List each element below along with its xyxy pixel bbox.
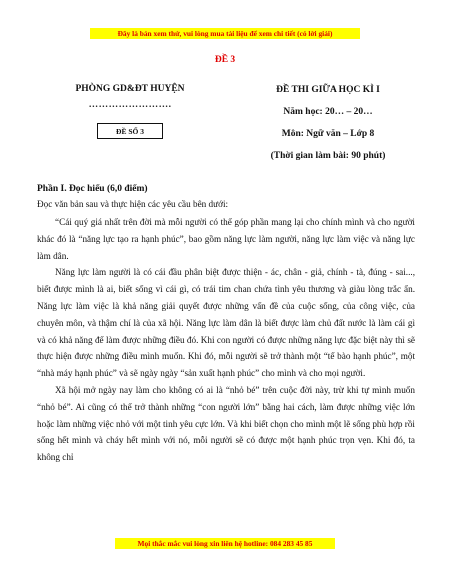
passage-paragraph-3: Xã hội mở ngày nay làm cho không có ai là “nhỏ bé” trên cuộc đời này, trừ khi tự mình muốn “nhỏ bé”. Ai cũng có thể trở thành những “con người lớn” bằng hai cách, làm được những việc lớn hoặc làm những việc nhỏ với một tinh yêu cực lớn. Và khi biết chọn cho mình một lẽ sống phù hợp rồi sống hết mình và cháy hết mình với nó, mỗi người sẽ có được một hạnh phúc trọn vẹn. Khi đó, ta không chỉ xyxy=(37,384,415,463)
hotline-footer-banner: Mọi thắc mắc vui lòng xin liên hệ hotline: 084 283 45 85 xyxy=(115,538,335,549)
school-year: Năm học: 20… – 20… xyxy=(283,107,373,117)
header-right-block xyxy=(228,84,428,172)
header-left-block xyxy=(40,84,220,139)
department-title: PHÒNG GD&ĐT HUYỆN xyxy=(75,84,185,94)
preview-notice-banner: Đây là bản xem thử, vui lòng mua tài liệu để xem chi tiết (có lời giải) xyxy=(90,28,360,39)
exam-title: ĐỀ THI GIỮA HỌC KÌ I xyxy=(276,85,380,95)
section-title: Phần I. Đọc hiểu (6,0 điểm) xyxy=(37,184,148,194)
instruction-text: Đọc văn bản sau và thực hiện các yêu cầu bên dưới: xyxy=(37,199,229,209)
time-limit: (Thời gian làm bài: 90 phút) xyxy=(270,151,386,161)
district-placeholder: ……………………. xyxy=(88,100,172,110)
passage-paragraph-2: Năng lực làm người là có cái đầu phân biệt được thiện - ác, chân - giả, chính - tà, đúng - sai..., biết được mình là ai, biết sống vì cái gì, có trái tim chan chứa tình yêu thương và giàu lòng trắc ẩn. Năng lực làm việc là khả năng giải quyết được những vấn đề của cuộc sống, của công việc, của chuyên môn, và thậm chí là của xã hội. Năng lực làm dân là biết được làm chủ đất nước là làm cái gì và có khả năng để làm được những điều đó. Khi con người có được những năng lực đặc biệt này thì sẽ thực hiện được những điều mình muốn. Khi đó, mỗi người sẽ trở thành một “tế bào hạnh phúc”, một “nhà máy hạnh phúc” và sẽ ngày ngày “sản xuất hạnh phúc” cho mình và cho mọi người. xyxy=(37,267,415,379)
subject-line: Môn: Ngữ văn – Lớp 8 xyxy=(281,129,375,139)
exam-number-label: ĐỀ 3 xyxy=(214,55,236,65)
exam-code-box: ĐỀ SỐ 3 xyxy=(97,123,163,139)
passage-paragraph-1: “Cái quý giá nhất trên đời mà mỗi người có thể góp phần mang lại cho chính mình và cho người khác đó là “năng lực tạo ra hạnh phúc”, bao gồm năng lực làm người, năng lực làm việc và năng lực làm dân. xyxy=(37,217,415,261)
reading-passage xyxy=(37,214,415,466)
